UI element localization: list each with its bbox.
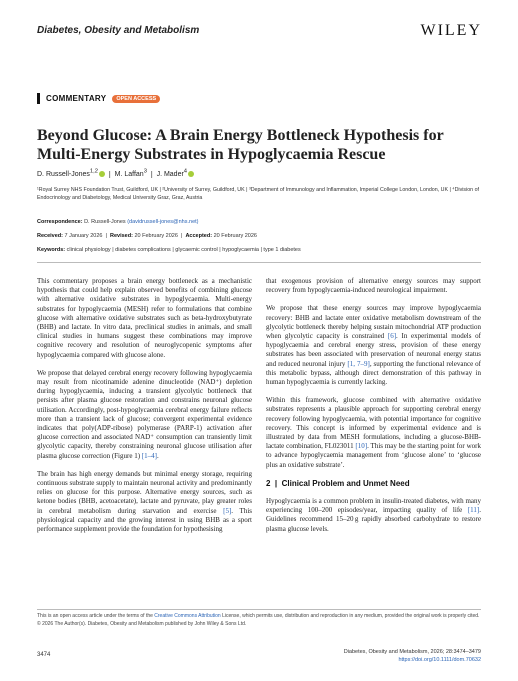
license-link[interactable]: Creative Commons Attribution <box>154 613 221 619</box>
correspondence: Correspondence: D. Russell-Jones (davidrussell-jones@nhs.net) <box>37 219 199 225</box>
paragraph: This commentary proposes a brain energy bottleneck as a mechanistic hypothesis that could help explain observed benefits of combining glucose with alternative oxidative substrates in hypoglycaemia. Multi-energy substrates for hypoglycaemia (MESH) refer to formulations that combine glucose with alternative oxidative substrates such as beta-hydroxybutyrate (BHB) and lactate. In vitro data, preclinical studies in animals, and small clinical studies in humans suggest these combinations may improve cognitive recovery and resolution of neuroglycopenic symptoms after hypoglycaemia compared with glucose alone. <box>37 277 252 359</box>
keywords: Keywords: clinical physiology | diabetes complications | glycaemic control | hypoglycaemia | type 1 diabetes <box>37 247 301 253</box>
page-number: 3474 <box>37 652 51 658</box>
right-column <box>266 277 481 543</box>
paragraph: We propose that these energy sources may improve hypoglycaemia recovery: BHB and lactate enter oxidative metabolism downstream of the glycolytic bottleneck thereby helping sustain mitochondrial ATP production when glycolytic capacity is constrained [6]. In experimental models of hypoglycaemia and cerebral energy stress, provision of these energy substrates has been associated with preservation of neuronal energy status and reduced neuronal injury [1, 7–9], supporting the functional relevance of this metabolic bypass, although direct demonstration of this pathway in human hypoglycaemia is currently lacking. <box>266 304 481 387</box>
affiliations: ¹Royal Surrey NHS Foundation Trust, Guildford, UK | ²University of Surrey, Guildford, UK | ³Department of Immunology and Inflammation, Imperial College London, London, UK | ⁴Division of Endocrinology and Diabetology, Medical University Graz, Graz, Austria <box>37 187 480 201</box>
citation-footer: Diabetes, Obesity and Metabolism, 2026; 28:3474–3479 https://doi.org/10.1111/dom.70632 <box>343 649 481 663</box>
article-type-row <box>37 93 160 104</box>
citation-link[interactable]: [5] <box>223 506 232 515</box>
article-dates: Received: 7 January 2026 | Revised: 20 February 2026 | Accepted: 20 February 2026 <box>37 233 257 239</box>
paragraph: The brain has high energy demands but minimal energy storage, requiring continuous substrate supply to maintain neuronal activity and predominantly relies on glucose for this purpose. Alternative energy sources, such as ketone bodies (BHB, acetoacetate), lactate and pyruvate, play greater roles in cerebral metabolism during starvation and exercise [5]. This physiological capacity and the growing interest in using BHB as a sport performance supplement provide the foundation for hypothesising <box>37 469 252 534</box>
orcid-icon[interactable] <box>188 171 194 177</box>
citation-link[interactable]: [1, 7–9] <box>347 359 370 368</box>
article-type: COMMENTARY <box>46 94 107 103</box>
author-list: D. Russell-Jones$^{1,2}$ | M. Laffan$^3$ | J. Mader$^4$ <box>37 169 194 178</box>
header-divider <box>37 262 481 263</box>
journal-name: Diabetes, Obesity and Metabolism <box>37 25 200 36</box>
article-title: Beyond Glucose: A Brain Energy Bottleneck Hypothesis for Multi-Energy Substrates in Hypoglycaemia Rescue <box>37 127 444 163</box>
paragraph: Within this framework, glucose combined with alternative oxidative substrates represents a plausible approach for supporting cerebral energy recovery following hypoglycaemia, with potential importance for cognitive recovery. This concept is informed by experimental evidence and is illustrated by data from MESH formulations, including a glucose-BHB-lactate combination, FL023011 [10]. This may be the starting point for work to advance hypoglycaemia management from ‘glucose alone’ to ‘glucose plus an oxidative substrate’. <box>266 396 481 469</box>
license-footnote: This is an open access article under the terms of the Creative Commons Attribution License, which permits use, distribution and reproduction in any medium, provided the original work is properly cited. © 2026 The Author(s). Diabetes, Obesity and Metabolism published by John Wiley & Sons Ltd. <box>37 613 480 627</box>
email-link[interactable]: (davidrussell-jones@nhs.net) <box>127 219 199 225</box>
author-3[interactable]: J. Mader$^4$ <box>156 169 188 179</box>
doi-link[interactable]: https://doi.org/10.1111/dom.70632 <box>398 657 481 663</box>
footnote-divider <box>37 609 481 610</box>
citation-link[interactable]: [6] <box>387 332 397 341</box>
publisher-logo: WILEY <box>420 22 482 39</box>
orcid-icon[interactable] <box>99 171 105 177</box>
citation-link[interactable]: [11] <box>467 506 480 515</box>
left-column <box>37 277 252 543</box>
open-access-badge: OPEN ACCESS <box>112 95 160 103</box>
type-marker-bar <box>37 93 40 104</box>
paragraph: We propose that delayed cerebral energy recovery following hypoglycaemia may result from nicotinamide adenine dinucleotide (NAD⁺) depletion during hypoglycaemia, inducing a transient glycolytic bottleneck that persists after plasma glucose restoration and constrains neuronal glucose utilisation. Accordingly, post-hypoglycaemia cerebral energy failure reflects more than a transient lack of glucose; convergent experimental evidence indicates that poly(ADP-ribose) polymerase (PARP-1) activation after glucose correction and associated NAD⁺ consumption can transiently limit glycolytic capacity, thereby constraining neuronal glucose utilisation after plasma glucose correction (Figure 1) [1–4]. <box>37 368 252 460</box>
section-heading: 2 | Clinical Problem and Unmet Need <box>266 478 410 488</box>
author-1[interactable]: D. Russell-Jones$^{1,2}$ <box>37 169 99 179</box>
author-2[interactable]: M. Laffan$^3$ <box>114 169 147 179</box>
paragraph: Hypoglycaemia is a common problem in insulin-treated diabetes, with many experiencing 100–200 episodes/year, impacting quality of life [11]. Guidelines recommend 15–20 g rapidly absorbed carbohydrate to restore plasma glucose levels. <box>266 497 481 533</box>
citation-link[interactable]: [1–4] <box>141 451 157 460</box>
citation-link[interactable]: [10] <box>355 442 368 451</box>
paragraph: that exogenous provision of alternative energy sources may support recovery from hypoglycaemia-induced neurological impairment. <box>266 277 481 295</box>
